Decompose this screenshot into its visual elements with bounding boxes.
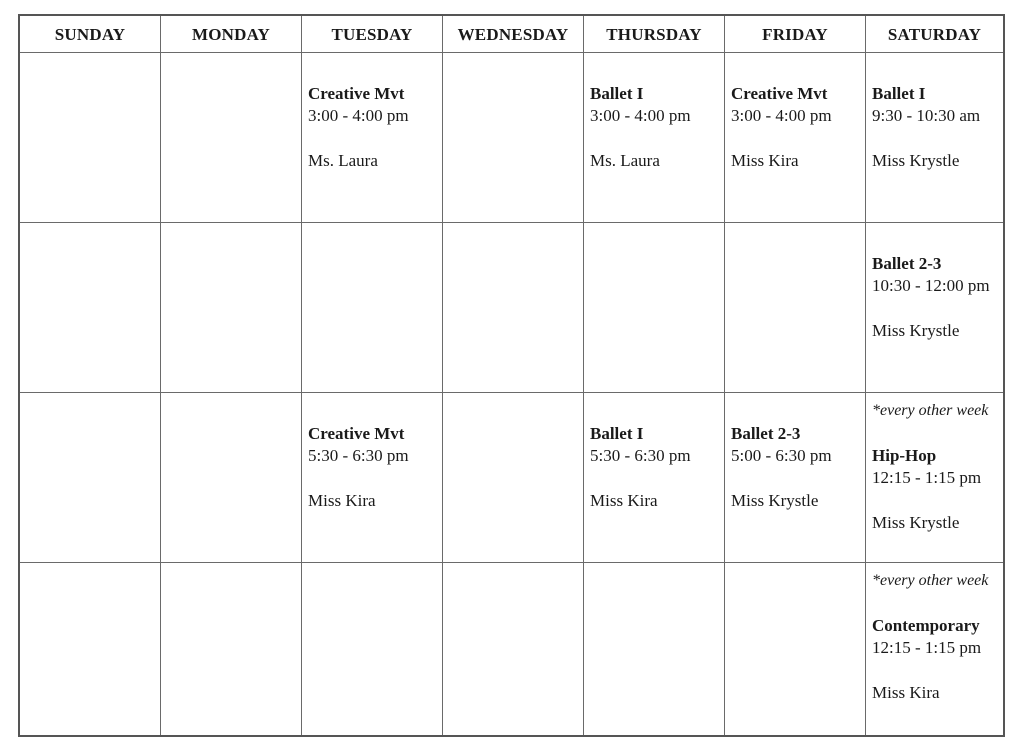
- class-name: Ballet I: [590, 84, 644, 103]
- class-entry: [872, 83, 1001, 172]
- class-teacher: Ms. Laura: [590, 151, 660, 170]
- class-time: 9:30 - 10:30 am: [872, 106, 981, 125]
- class-name: Hip-Hop: [872, 446, 937, 465]
- cell-r2-monday: [161, 223, 302, 393]
- class-teacher: Miss Krystle: [872, 151, 960, 170]
- class-entry: [308, 83, 440, 172]
- class-time: 12:15 - 1:15 pm: [872, 638, 982, 657]
- weekly-class-schedule: [18, 14, 1005, 737]
- cell-r2-thursday: [584, 223, 725, 393]
- header-friday: FRIDAY: [725, 16, 866, 53]
- class-entry: [308, 423, 440, 512]
- class-entry: [872, 570, 1001, 704]
- cell-r2-sunday: [20, 223, 161, 393]
- header-monday: MONDAY: [161, 16, 302, 53]
- cell-r4-sunday: [20, 563, 161, 735]
- cell-r2-saturday: [866, 223, 1003, 393]
- cell-r2-friday: [725, 223, 866, 393]
- cell-r2-tuesday: [302, 223, 443, 393]
- cell-r1-tuesday: [302, 53, 443, 223]
- class-name: Ballet I: [872, 84, 926, 103]
- cell-r3-friday: [725, 393, 866, 563]
- class-teacher: Ms. Laura: [308, 151, 378, 170]
- cell-r1-monday: [161, 53, 302, 223]
- cell-r3-monday: [161, 393, 302, 563]
- header-wednesday: WEDNESDAY: [443, 16, 584, 53]
- cell-r1-friday: [725, 53, 866, 223]
- header-tuesday: TUESDAY: [302, 16, 443, 53]
- class-entry: [590, 423, 722, 512]
- class-name: Contemporary: [872, 616, 980, 635]
- class-teacher: Miss Krystle: [872, 513, 960, 532]
- cell-r3-saturday: [866, 393, 1003, 563]
- cell-r4-friday: [725, 563, 866, 735]
- header-saturday: SATURDAY: [866, 16, 1003, 53]
- class-entry: [731, 83, 863, 172]
- class-name: Creative Mvt: [308, 84, 405, 103]
- class-time: 5:30 - 6:30 pm: [590, 446, 691, 465]
- class-name: Creative Mvt: [308, 424, 405, 443]
- header-thursday: THURSDAY: [584, 16, 725, 53]
- class-name: Ballet 2-3: [731, 424, 801, 443]
- class-teacher: Miss Krystle: [872, 321, 960, 340]
- cell-r4-wednesday: [443, 563, 584, 735]
- cell-r3-wednesday: [443, 393, 584, 563]
- cell-r2-wednesday: [443, 223, 584, 393]
- schedule-note: *every other week: [872, 402, 989, 419]
- class-time: 3:00 - 4:00 pm: [308, 106, 409, 125]
- cell-r1-saturday: [866, 53, 1003, 223]
- schedule-note: *every other week: [872, 572, 989, 589]
- cell-r3-thursday: [584, 393, 725, 563]
- cell-r1-sunday: [20, 53, 161, 223]
- class-entry: [590, 83, 722, 172]
- cell-r4-tuesday: [302, 563, 443, 735]
- class-time: 5:30 - 6:30 pm: [308, 446, 409, 465]
- class-teacher: Miss Krystle: [731, 491, 819, 510]
- class-time: 10:30 - 12:00 pm: [872, 276, 990, 295]
- class-entry: [872, 400, 1001, 534]
- class-time: 3:00 - 4:00 pm: [731, 106, 832, 125]
- class-name: Ballet 2-3: [872, 254, 942, 273]
- cell-r1-wednesday: [443, 53, 584, 223]
- cell-r3-sunday: [20, 393, 161, 563]
- cell-r4-monday: [161, 563, 302, 735]
- cell-r3-tuesday: [302, 393, 443, 563]
- class-teacher: Miss Kira: [308, 491, 376, 510]
- class-entry: [731, 423, 863, 512]
- class-time: 12:15 - 1:15 pm: [872, 468, 982, 487]
- class-teacher: Miss Kira: [731, 151, 799, 170]
- class-teacher: Miss Kira: [590, 491, 658, 510]
- class-time: 3:00 - 4:00 pm: [590, 106, 691, 125]
- cell-r1-thursday: [584, 53, 725, 223]
- class-entry: [872, 253, 1001, 342]
- cell-r4-thursday: [584, 563, 725, 735]
- cell-r4-saturday: [866, 563, 1003, 735]
- class-name: Creative Mvt: [731, 84, 828, 103]
- class-name: Ballet I: [590, 424, 644, 443]
- class-time: 5:00 - 6:30 pm: [731, 446, 832, 465]
- header-sunday: SUNDAY: [20, 16, 161, 53]
- class-teacher: Miss Kira: [872, 683, 940, 702]
